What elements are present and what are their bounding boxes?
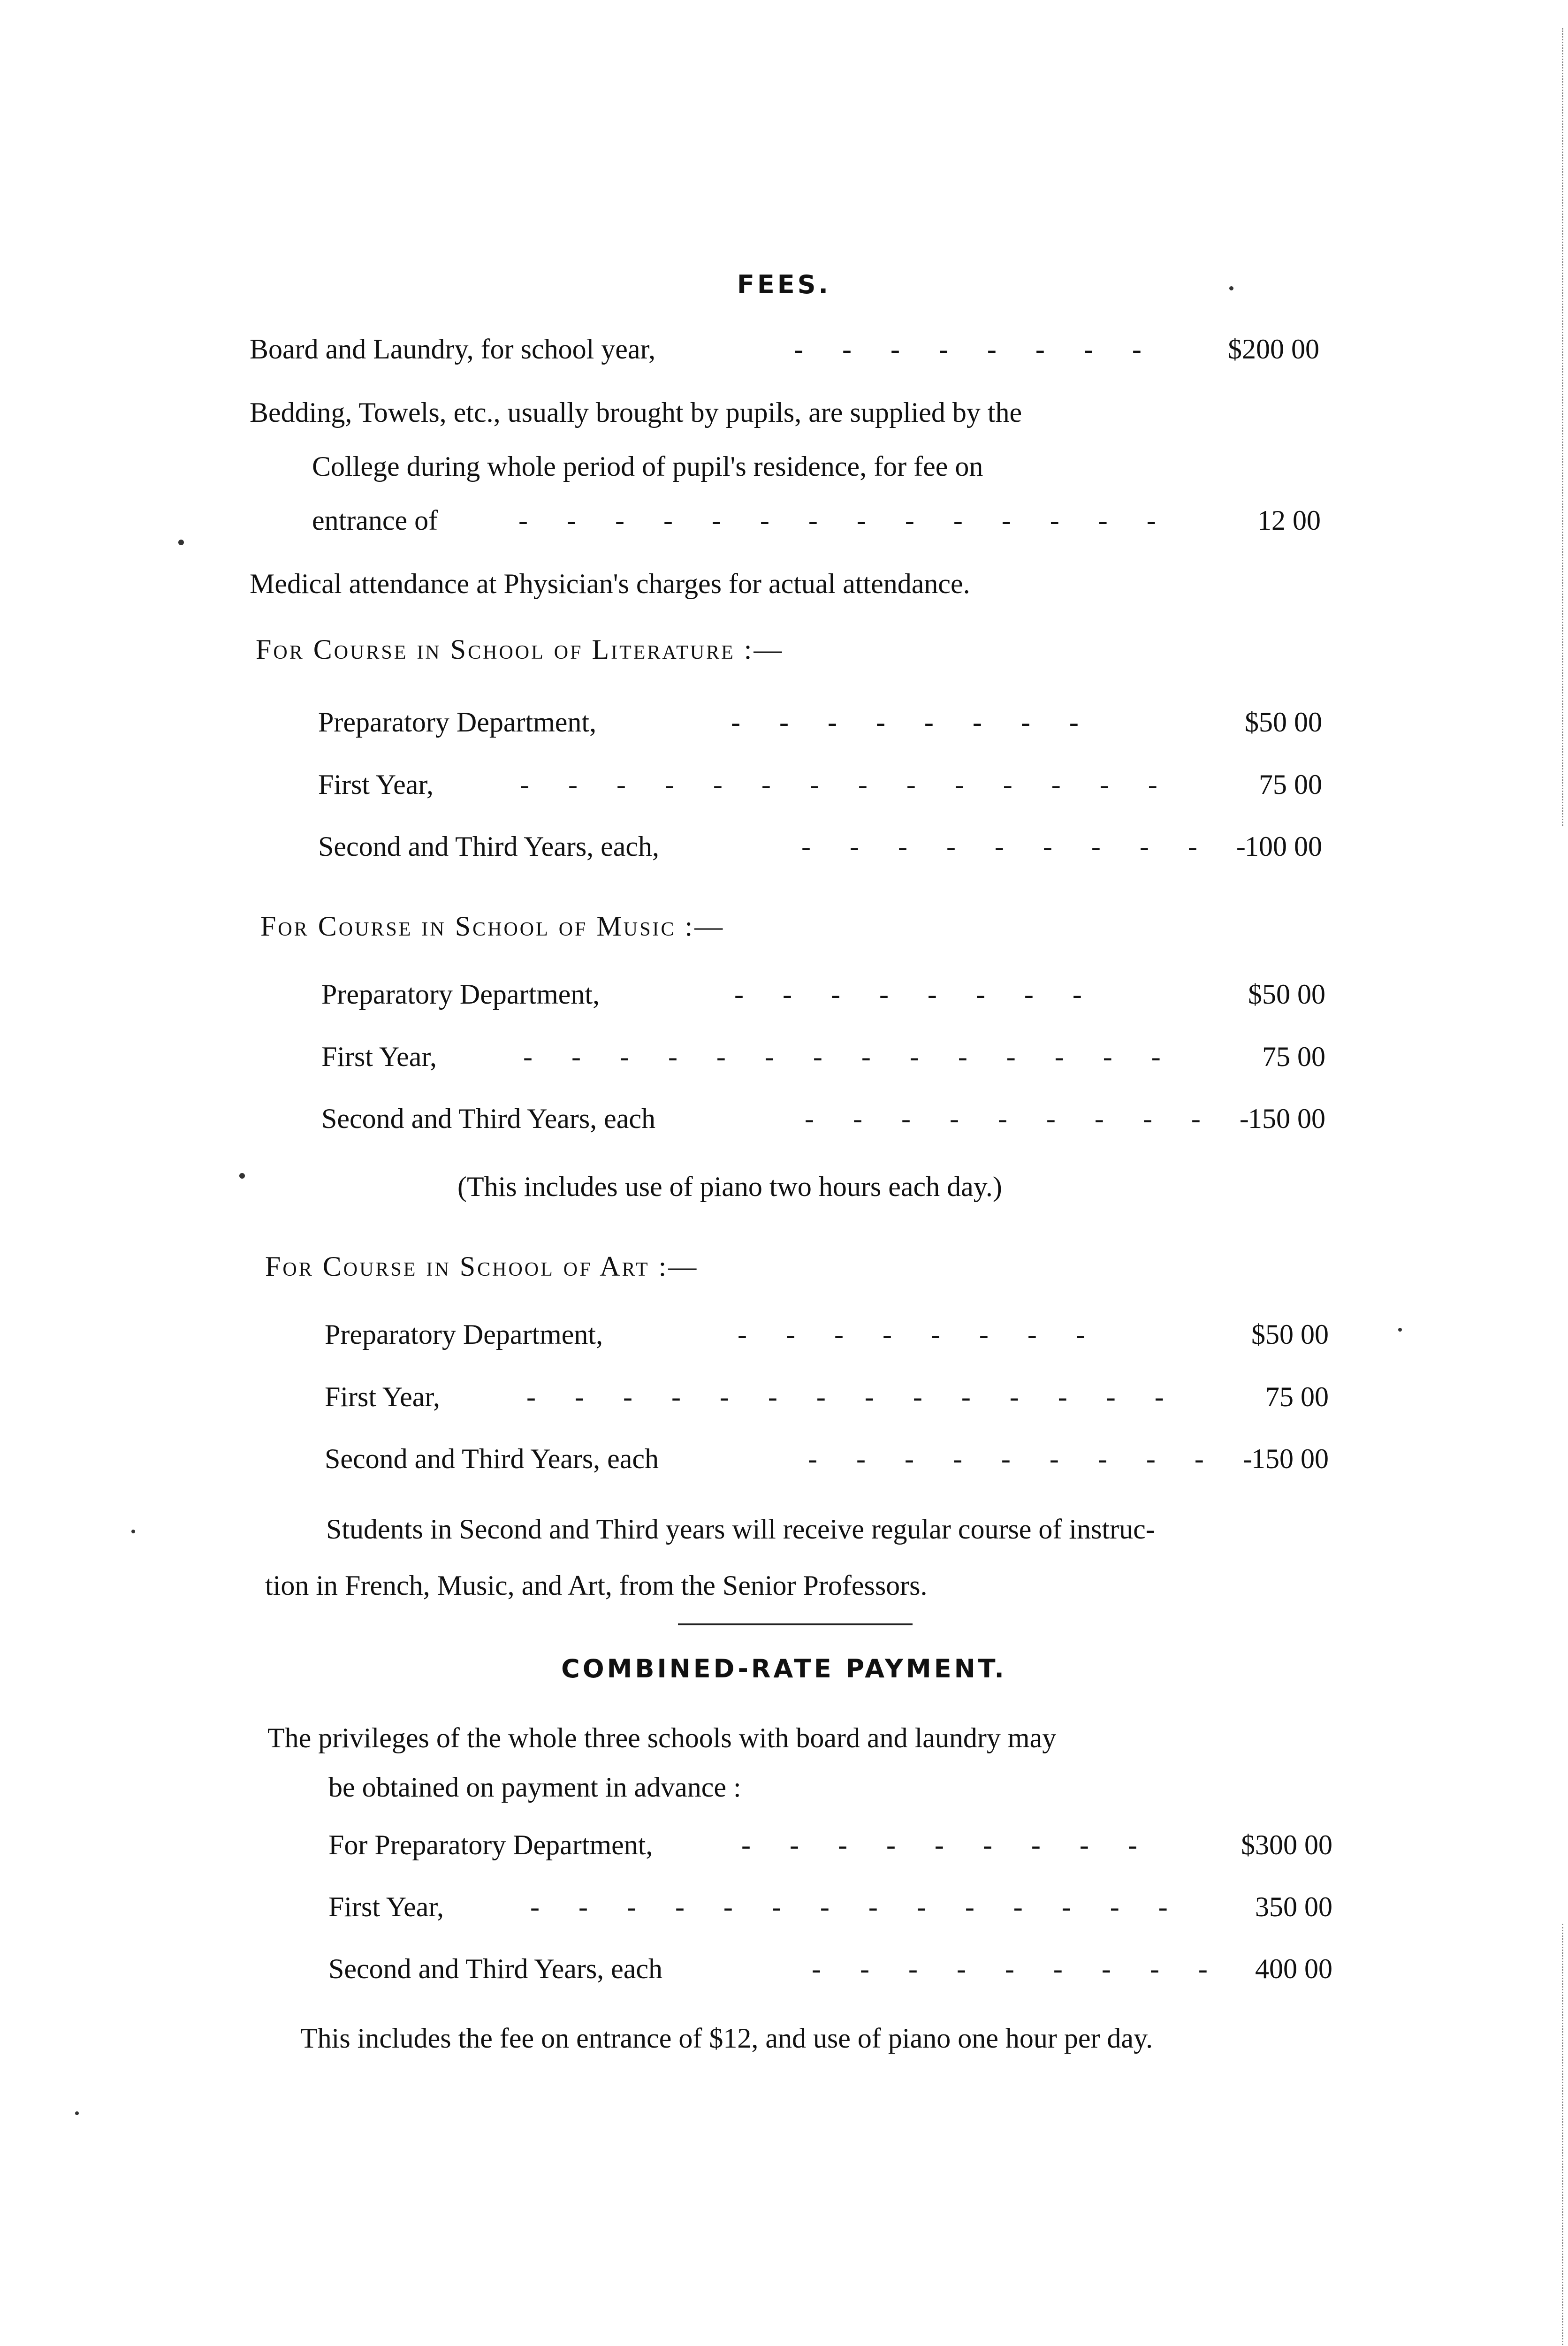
fee-amount: 75 00 bbox=[1259, 769, 1322, 800]
fee-label: For Preparatory Department, bbox=[328, 1829, 653, 1860]
fee-amount: 150 00 bbox=[1248, 1103, 1325, 1134]
leader-dots: - - - - - - - - - - bbox=[805, 1103, 1265, 1134]
fee-amount: 150 00 bbox=[1251, 1443, 1329, 1474]
combined-note: This includes the fee on entrance of $12, and use of piano one hour per day. bbox=[300, 2023, 1153, 2054]
fee-amount: $300 00 bbox=[1241, 1829, 1332, 1860]
scan-speck bbox=[1229, 286, 1233, 290]
combined-title: COMBINED-RATE PAYMENT. bbox=[561, 1654, 1007, 1683]
leader-dots: - - - - - - - - bbox=[731, 707, 1095, 738]
fee-label: Second and Third Years, each bbox=[328, 1953, 663, 1984]
fee-label: First Year, bbox=[318, 769, 434, 800]
scan-speck bbox=[178, 540, 184, 545]
scan-speck bbox=[75, 2111, 79, 2115]
fee-label: Preparatory Department, bbox=[321, 979, 600, 1010]
fee-label: Second and Third Years, each bbox=[325, 1443, 659, 1474]
music-heading: For Course in School of Music :— bbox=[260, 911, 725, 942]
bedding-line-1: Bedding, Towels, etc., usually brought by pupils, are supplied by the bbox=[250, 397, 1022, 428]
combined-row-second-third bbox=[328, 1953, 1332, 1990]
leader-dots: - - - - - - - - - bbox=[812, 1953, 1224, 1984]
combined-row-first-year bbox=[328, 1891, 1332, 1928]
students-line-2: tion in French, Music, and Art, from the Senior Professors. bbox=[265, 1570, 928, 1601]
art-row-second-third bbox=[325, 1443, 1329, 1480]
fee-label: Second and Third Years, each, bbox=[318, 831, 660, 862]
leader-dots: - - - - - - - - bbox=[794, 334, 1157, 365]
leader-dots: - - - - - - - - - - - - - - bbox=[526, 1381, 1180, 1412]
literature-row-first-year bbox=[318, 769, 1322, 806]
literature-row-preparatory bbox=[318, 706, 1322, 744]
music-piano-note: (This includes use of piano two hours each day.) bbox=[457, 1171, 1002, 1202]
section-divider bbox=[678, 1623, 913, 1625]
medical-line: Medical attendance at Physician's charges for actual attendance. bbox=[250, 568, 970, 599]
fee-amount: 75 00 bbox=[1265, 1381, 1329, 1412]
combined-row-preparatory bbox=[328, 1829, 1332, 1866]
fee-amount: 350 00 bbox=[1255, 1891, 1332, 1922]
fee-label: Second and Third Years, each bbox=[321, 1103, 656, 1134]
scan-speck bbox=[239, 1173, 245, 1179]
leader-dots: - - - - - - - - - - bbox=[808, 1443, 1268, 1474]
art-heading: For Course in School of Art :— bbox=[265, 1251, 699, 1282]
fee-row-bedding bbox=[312, 504, 1321, 542]
music-row-second-third bbox=[321, 1103, 1325, 1140]
leader-dots: - - - - - - - - bbox=[738, 1319, 1101, 1350]
fee-amount: 400 00 bbox=[1255, 1953, 1332, 1984]
leader-dots: - - - - - - - - - - - - - - bbox=[518, 505, 1172, 536]
fee-amount: 75 00 bbox=[1262, 1041, 1325, 1072]
fee-label: entrance of bbox=[312, 505, 438, 536]
fees-title: FEES. bbox=[737, 270, 831, 299]
scan-edge-noise bbox=[1548, 1924, 1563, 2346]
art-row-first-year bbox=[325, 1381, 1329, 1418]
art-row-preparatory bbox=[325, 1318, 1329, 1356]
fee-amount: 12 00 bbox=[1257, 505, 1321, 536]
literature-heading: For Course in School of Literature :— bbox=[256, 634, 784, 665]
fee-label: Preparatory Department, bbox=[325, 1319, 603, 1350]
bedding-line-2: College during whole period of pupil's residence, for fee on bbox=[312, 451, 983, 482]
leader-dots: - - - - - - - - - - - - - - bbox=[523, 1041, 1177, 1072]
fee-amount: $50 00 bbox=[1251, 1319, 1329, 1350]
leader-dots: - - - - - - - - - - - - - - bbox=[530, 1891, 1184, 1922]
scan-edge-noise bbox=[1548, 28, 1563, 826]
leader-dots: - - - - - - - - - - - - - - bbox=[520, 769, 1173, 800]
fee-amount: 100 00 bbox=[1245, 831, 1322, 862]
leader-dots: - - - - - - - - - - bbox=[801, 831, 1262, 862]
fee-amount: $50 00 bbox=[1248, 979, 1325, 1010]
fee-label: Board and Laundry, for school year, bbox=[250, 334, 656, 365]
fee-amount: $200 00 bbox=[1228, 334, 1319, 365]
fee-label: First Year, bbox=[321, 1041, 437, 1072]
fee-label: First Year, bbox=[328, 1891, 444, 1922]
fee-amount: $50 00 bbox=[1245, 707, 1322, 738]
leader-dots: - - - - - - - - bbox=[734, 979, 1098, 1010]
leader-dots: - - - - - - - - - bbox=[741, 1829, 1153, 1860]
combined-intro-line-2: be obtained on payment in advance : bbox=[328, 1772, 741, 1803]
fee-label: Preparatory Department, bbox=[318, 707, 597, 738]
fee-row-board bbox=[250, 333, 1319, 371]
fee-label: First Year, bbox=[325, 1381, 440, 1412]
music-row-preparatory bbox=[321, 978, 1325, 1016]
literature-row-second-third bbox=[318, 830, 1322, 868]
students-line-1: Students in Second and Third years will receive regular course of instruc- bbox=[326, 1514, 1155, 1545]
combined-intro-line-1: The privileges of the whole three schools with board and laundry may bbox=[267, 1722, 1057, 1753]
scan-speck bbox=[131, 1530, 135, 1533]
music-row-first-year bbox=[321, 1041, 1325, 1078]
scan-speck bbox=[1398, 1328, 1402, 1332]
